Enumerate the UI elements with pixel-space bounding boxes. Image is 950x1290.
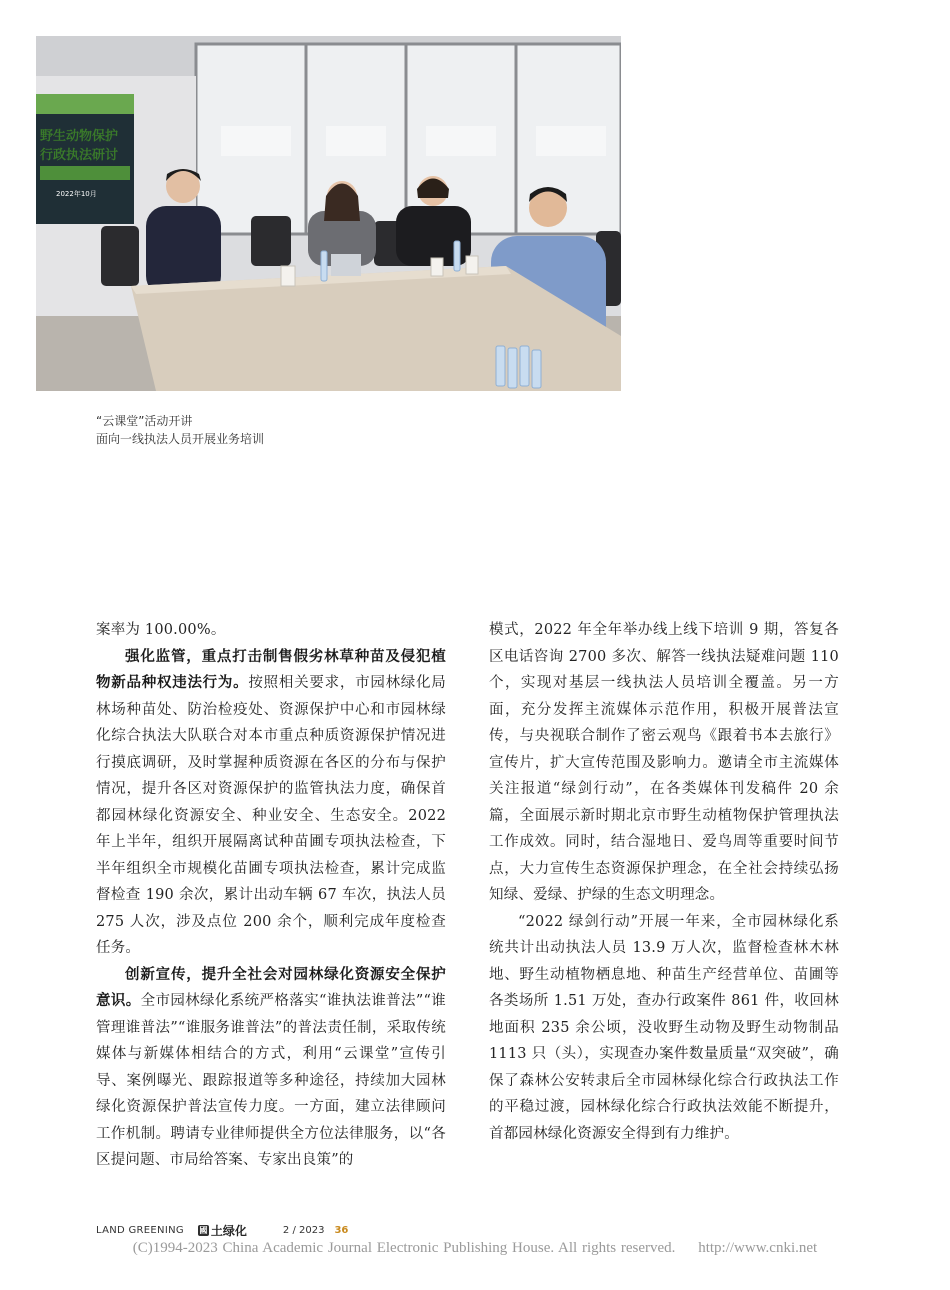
meeting-photo-illustration — [36, 36, 621, 391]
left-paragraph-2-body: 按照相关要求，市园林绿化局林场种苗处、防治检疫处、资源保护中心和市园林绿化综合执法大队联合对本市重点种质资源保护情况进行摸底调研，及时掌握种质资源在各区的分布与保护情况，提升各区对资源保护的监管执法力度，确保首都园林绿化资源安全、种业安全、生态安全。2022 年上半年，组织开展隔离试种苗圃专项执法检查，下半年组织全市规模化苗圃专项执法检查，累计完成监督检查 190 余次，累计出动车辆 67 车次，执法人员 275 人次，涉及点位 200 余个，顺利完成年度检查任务。 — [96, 675, 446, 956]
cnki-link[interactable]: http://www.cnki.net — [698, 1240, 818, 1256]
section-heading-supervision: 强化监管，重点打击制售假劣林草种苗及侵犯植物新品种权违法行为。 — [96, 648, 446, 691]
copyright-text: (C)1994-2023 China Academic Journal Electronic Publishing House. All rights reserved. — [132, 1240, 676, 1256]
right-paragraph-1: 模式，2022 年全年举办线上线下培训 9 期，答复各区电话咨询 2700 多次、解答一线执法疑难问题 110 个，实现对基层一线执法人员培训全覆盖。另一方面，充分发挥主流媒体示范作用，积极开展普法宣传，与央视联合制作了密云观鸟《跟着书本去旅行》宣传片，扩大宣传范围及影响力。邀请全市主流媒体关注报道“绿剑行动”，在各类媒体刊发稿件 20 余篇，全面展示新时期北京市野生动植物保护管理执法工作成效。同时，结合湿地日、爱鸟周等重要时间节点，大力宣传生态资源保护理念，在全社会持续弘扬知绿、爱绿、护绿的生态文明理念。 — [489, 622, 839, 903]
journal-logo — [198, 1222, 247, 1239]
slide-date: 2022年10月 — [56, 190, 97, 198]
caption-line-1: “云课堂”活动开讲 — [96, 414, 193, 428]
right-paragraph-2: “2022 绿剑行动”开展一年来，全市园林绿化系统共计出动执法人员 13.9 万人次，监督检查林木林地、野生动植物栖息地、种苗生产经营单位、苗圃等各类场所 1.51 万处，查办行政案件 861 件，收回林地面积 235 余公顷，没收野生动物及野生动物制品 1113 只（头），实现查办案件数量质量“双突破”，确保了森林公安转隶后全市园林绿化综合行政执法工作的平稳过渡，园林绿化综合行政执法效能不断提升，首都园林绿化资源安全得到有力维护。 — [489, 913, 839, 1142]
left-column — [96, 617, 446, 1174]
caption-line-2: 面向一线执法人员开展业务培训 — [96, 432, 265, 446]
right-column — [489, 617, 839, 1147]
left-paragraph-3-body: 全市园林绿化系统严格落实“谁执法谁普法”“谁管理谁普法”“谁服务谁普法”的普法责任制，采取传统媒体与新媒体相结合的方式，利用“云课堂”宣传引导、案例曝光、跟踪报道等多种途径，持续加大园林绿化资源保护普法宣传力度。一方面，建立法律顾问工作机制。聘请专业律师提供全方位法律服务，以“各区提问题、市局给答案、专家出良策”的 — [96, 993, 446, 1168]
meeting-photo — [36, 36, 621, 391]
left-paragraph-2 — [96, 644, 446, 962]
issue-number: 2 / 2023 — [282, 1224, 325, 1236]
logo-mark-icon: 國 — [199, 1225, 208, 1235]
slide-title-line2: 行政执法研讨 — [40, 148, 119, 163]
left-paragraph-1: 案率为 100.00%。 — [96, 622, 226, 638]
page-number: 36 — [334, 1224, 349, 1236]
section-heading-publicity: 创新宣传，提升全社会对园林绿化资源安全保护意识。 — [96, 966, 446, 1009]
footer-brand: LAND GREENING — [96, 1224, 184, 1236]
page-footer — [96, 1222, 348, 1238]
logo-text: 土绿化 — [210, 1223, 247, 1238]
left-paragraph-3 — [96, 962, 446, 1174]
copyright-notice — [0, 1240, 950, 1257]
slide-title-line1: 野生动物保护 — [40, 129, 119, 144]
photo-caption — [96, 412, 264, 448]
